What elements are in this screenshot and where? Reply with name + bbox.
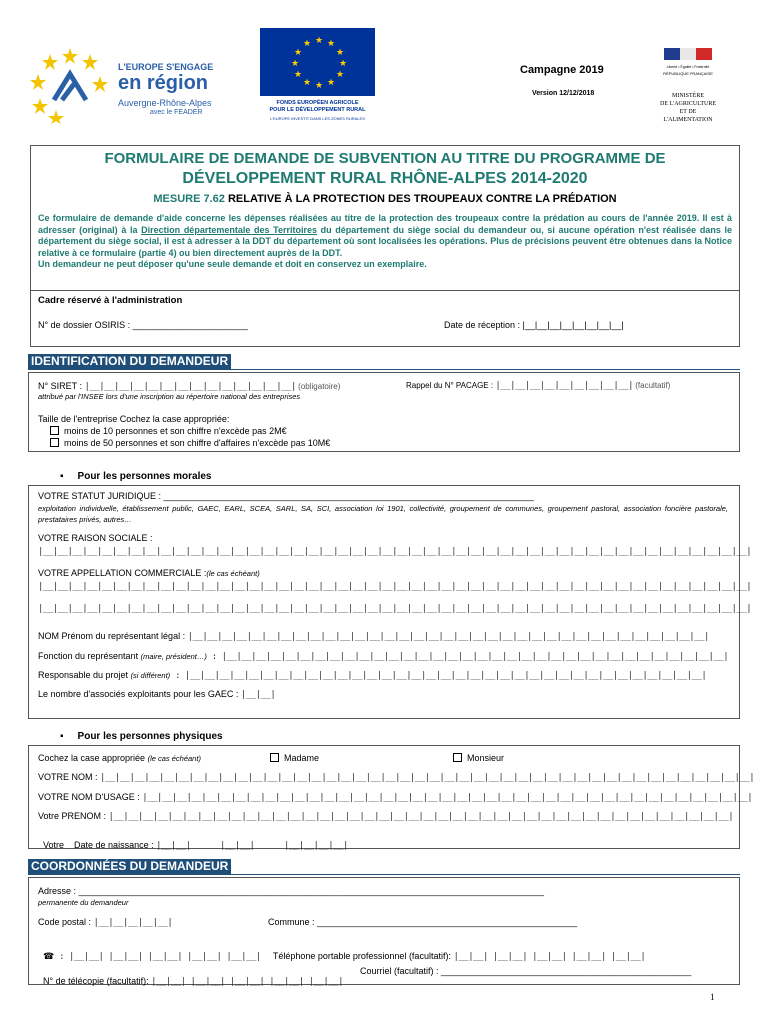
adresse-label: Adresse :	[38, 886, 79, 896]
pacage-label: Rappel du N° PACAGE :	[406, 381, 496, 390]
logo-line-3: Auvergne-Rhône-Alpes	[118, 98, 212, 108]
portable-input[interactable]: |__|__| |__|__| |__|__| |__|__| |__|__|	[453, 952, 646, 962]
admin-heading: Cadre réservé à l'administration	[38, 295, 183, 306]
usage-input[interactable]: |__|__|__|__|__|__|__|__|__|__|__|__|__|__|__|__|__|__|__|__|__|__|__|__|__|__|__|__|__|__|__|__|__|__|__|__|__|__|__|__|__|	[142, 793, 753, 803]
size-checkbox-1[interactable]	[50, 426, 59, 435]
svg-text:★: ★	[327, 39, 336, 49]
intro-ddt-link[interactable]: Direction départementale des Territoires	[141, 224, 317, 235]
nom-input[interactable]: |__|__|__|__|__|__|__|__|__|__|__|__|__|__|__|__|__|__|__|__|__|__|__|__|__|__|__|__|__|__|__|__|__|__|__|__|__|__|__|__|__|__|__|__|	[100, 773, 755, 783]
pacage-optional: (facultatif)	[633, 381, 671, 390]
eu-flag-icon	[260, 28, 375, 96]
adresse-note: permanente du demandeur	[38, 898, 129, 907]
ministry-line-4: L'ALIMENTATION	[663, 117, 713, 123]
page-number: 1	[710, 992, 715, 1002]
statut-row	[38, 491, 534, 501]
svg-text:★: ★	[315, 36, 324, 46]
monsieur-label: Monsieur	[467, 753, 505, 763]
svg-text:★: ★	[303, 39, 312, 49]
mesure-line	[30, 193, 740, 205]
fonction-label: Fonction du représentant	[38, 651, 141, 661]
title-line-2: DÉVELOPPEMENT RURAL RHÔNE-ALPES 2014-2020	[182, 170, 588, 187]
courriel-row	[360, 966, 691, 976]
raison-label: VOTRE RAISON SOCIALE :	[38, 533, 153, 543]
intro-text-2: du département du siège social du demandeur ou, si aucune opération n'est réalisée dans le département du siège social, il est à adresser à la DDT du département où sont localisées les opérations. Plus de précisions peuvent être obtenues dans la Notice relative à ce formulaire (partie 4) ou bien directement auprès de la DDT.	[38, 224, 733, 258]
madame-label: Madame	[284, 753, 320, 763]
civilite-row	[38, 753, 201, 763]
campaign-label: Campagne 2019	[520, 64, 604, 76]
svg-text:★: ★	[339, 59, 348, 69]
cp-label: Code postal :	[38, 917, 94, 927]
phone-icon: ☎	[43, 951, 55, 961]
adresse-row	[38, 886, 544, 896]
region-stars-icon	[30, 44, 110, 124]
nom-label: VOTRE NOM :	[38, 772, 101, 782]
flag-blue-icon	[664, 48, 680, 60]
pacage-input[interactable]: |__|__|__|__|__|__|__|__|__|	[495, 381, 634, 391]
morales-heading-text: Pour les personnes morales	[77, 471, 212, 482]
coordonnees-rule	[28, 874, 740, 875]
telephone-row	[38, 941, 261, 962]
cp-row	[38, 917, 172, 928]
gaec-label: Le nombre d'associés exploitants pour les GAEC :	[38, 689, 241, 699]
adresse-input[interactable]: _____________________________________________________________________________________________	[78, 886, 545, 896]
naissance-label: Votre Date de naissance :	[43, 840, 157, 850]
intro-text-3: Un demandeur ne peut déposer qu'une seule demande et doit en conservez un exemplaire.	[38, 259, 427, 269]
reception-date-field[interactable]: Date de réception : |__|__|__|__|__|__|__|__|	[444, 320, 624, 330]
monsieur-option[interactable]	[453, 753, 504, 763]
intro-text-1: Ce formulaire de demande d'aide concerne les dépenses réalisées au titre de la protection des troupeaux contre la prédation au cours de l'année 2019. Il est à adresser (original) à la	[38, 213, 732, 235]
responsable-label: Responsable du projet	[38, 670, 131, 680]
portable-label: Téléphone portable professionnel (facultatif):	[272, 951, 454, 961]
eu-caption-3: L'EUROPE INVESTIT DANS LES ZONES RURALES	[270, 116, 365, 121]
telephone-input[interactable]: : |__|__| |__|__| |__|__| |__|__| |__|__|	[54, 952, 261, 962]
eu-flag	[260, 28, 375, 128]
fax-input[interactable]: |__|__| |__|__| |__|__| |__|__| |__|__|	[151, 977, 343, 987]
identification-rule	[28, 369, 740, 370]
prenom-input[interactable]: |__|__|__|__|__|__|__|__|__|__|__|__|__|__|__|__|__|__|__|__|__|__|__|__|__|__|__|__|__|__|__|__|__|__|__|__|__|__|__|__|__|__|	[108, 812, 734, 822]
responsable-row	[38, 670, 706, 681]
physiques-heading-text: Pour les personnes physiques	[77, 731, 223, 742]
prenom-row	[38, 811, 733, 822]
raison-input[interactable]: |__|__|__|__|__|__|__|__|__|__|__|__|__|__|__|__|__|__|__|__|__|__|__|__|__|__|__|__|__|__|__|__|__|__|__|__|__|__|__|__|__|__|__|__|__|__|__|__|	[38, 547, 752, 557]
flag-white-icon	[680, 48, 696, 60]
svg-text:★: ★	[291, 59, 300, 69]
civilite-note: (le cas échéant)	[147, 754, 201, 763]
svg-text:★: ★	[294, 70, 303, 80]
intro-paragraph	[38, 213, 732, 271]
admin-divider	[30, 290, 740, 291]
bullet-icon: ▪	[60, 471, 64, 482]
gaec-input[interactable]: |__|__|	[240, 690, 276, 700]
courriel-label: Courriel (facultatif) :	[360, 966, 442, 976]
appellation-label: VOTRE APPELLATION COMMERCIALE :	[38, 568, 207, 578]
size-option-2-label: moins de 50 personnes et son chiffre d'affaires n'excède pas 10M€	[64, 438, 331, 448]
siret-row	[38, 381, 340, 392]
bullet-icon: ▪	[60, 731, 64, 742]
fax-label: N° de télécopie (facultatif):	[43, 976, 152, 986]
republic-name: RÉPUBLIQUE FRANÇAISE	[663, 71, 713, 76]
mesure-number: MESURE 7.62	[153, 193, 225, 205]
commune-input[interactable]: ____________________________________________________	[317, 917, 578, 927]
ministry-line-2: DE L'AGRICULTURE	[659, 101, 717, 107]
svg-text:★: ★	[336, 48, 345, 58]
region-logo	[30, 40, 235, 128]
responsable-note: (si différent)	[130, 671, 171, 680]
size-label: Taille de l'entreprise Cochez la case appropriée:	[38, 414, 230, 424]
fax-row	[38, 966, 343, 987]
appellation-row	[38, 568, 260, 578]
eu-caption-2: POUR LE DÉVELOPPEMENT RURAL	[269, 107, 366, 113]
logo-line-2: en région	[118, 72, 209, 94]
representant-row	[38, 631, 709, 642]
morales-heading	[60, 471, 212, 482]
fonction-row	[38, 651, 728, 662]
commune-label: Commune :	[268, 917, 318, 927]
fonction-note: (maire, président…)	[140, 652, 207, 661]
siret-mandatory: (obligatoire)	[295, 382, 341, 391]
ministry-logo	[652, 44, 724, 134]
appellation-note: (le cas échéant)	[206, 569, 260, 578]
siret-note: attribué par l'INSEE lors d'une inscription au répertoire national des entreprises	[38, 392, 301, 401]
osiris-field[interactable]: N° de dossier OSIRIS : _______________________	[38, 320, 248, 330]
representant-label: NOM Prénom du représentant légal :	[38, 631, 188, 641]
svg-text:★: ★	[327, 78, 336, 88]
madame-checkbox[interactable]	[270, 753, 279, 762]
size-option-1[interactable]	[50, 426, 287, 436]
svg-text:★: ★	[303, 78, 312, 88]
physiques-heading	[60, 731, 223, 742]
cp-input[interactable]: |__|__|__|__|__|	[93, 918, 173, 928]
ministry-line-3: ET DE	[679, 109, 697, 115]
ministry-name	[652, 92, 724, 124]
mesure-description: RELATIVE À LA PROTECTION DES TROUPEAUX CONTRE LA PRÉDATION	[224, 193, 617, 205]
title-line-1: FORMULAIRE DE DEMANDE DE SUBVENTION AU TITRE DU PROGRAMME DE	[104, 150, 666, 167]
monsieur-checkbox[interactable]	[453, 753, 462, 762]
nom-row	[38, 772, 754, 783]
courriel-input[interactable]: __________________________________________________	[441, 966, 692, 976]
republic-motto: Liberté • Égalité • Fraternité	[666, 65, 710, 69]
usage-label: VOTRE NOM D'USAGE :	[38, 792, 143, 802]
eu-caption-1: FONDS EUROPÉEN AGRICOLE	[276, 100, 359, 106]
svg-text:★: ★	[315, 81, 324, 91]
statut-input[interactable]: __________________________________________________________________________	[163, 491, 534, 501]
siret-input[interactable]: |__|__|__|__|__|__|__|__|__|__|__|__|__|__|	[84, 382, 296, 392]
svg-text:★: ★	[294, 48, 303, 58]
usage-row	[38, 792, 752, 803]
logo-line-1: L'EUROPE S'ENGAGE	[118, 62, 214, 72]
portable-row	[268, 941, 645, 962]
ministry-line-1: MINISTÈRE	[672, 93, 704, 99]
version-label: Version 12/12/2018	[532, 90, 595, 97]
fonction-input[interactable]: : |__|__|__|__|__|__|__|__|__|__|__|__|__|__|__|__|__|__|__|__|__|__|__|__|__|__|__|__|__|__|__|__|__|__|	[206, 652, 729, 662]
coordonnees-title: COORDONNÉES DU DEMANDEUR	[28, 859, 231, 874]
naissance-input[interactable]: |__|__| |__|__| |__|__|__|__|	[156, 841, 348, 851]
madame-option[interactable]	[270, 753, 319, 763]
commune-row	[268, 917, 577, 927]
civilite-label: Cochez la case appropriée	[38, 753, 148, 763]
pacage-row	[406, 381, 670, 391]
gaec-row	[38, 689, 275, 700]
statut-examples: exploitation individuelle, établissement public, GAEC, EARL, SCEA, SARL, SA, SCI, association loi 1901, collectivité, groupement de communes, groupement pastoral, association foncière pastorale, prestataires privés, autres…	[38, 504, 728, 524]
logo-line-4: avec le FEADER	[150, 109, 203, 116]
flag-red-icon	[696, 48, 712, 60]
naissance-row	[38, 830, 348, 851]
appellation-input-2[interactable]: |__|__|__|__|__|__|__|__|__|__|__|__|__|__|__|__|__|__|__|__|__|__|__|__|__|__|__|__|__|__|__|__|__|__|__|__|__|__|__|__|__|__|__|__|__|__|__|__|	[38, 604, 752, 614]
responsable-input[interactable]: : |__|__|__|__|__|__|__|__|__|__|__|__|__|__|__|__|__|__|__|__|__|__|__|__|__|__|__|__|__|__|__|__|__|__|__|	[170, 671, 707, 681]
svg-text:★: ★	[336, 70, 345, 80]
identification-title: IDENTIFICATION DU DEMANDEUR	[28, 354, 231, 369]
size-option-2[interactable]	[50, 438, 330, 448]
size-checkbox-2[interactable]	[50, 438, 59, 447]
appellation-input-1[interactable]: |__|__|__|__|__|__|__|__|__|__|__|__|__|__|__|__|__|__|__|__|__|__|__|__|__|__|__|__|__|__|__|__|__|__|__|__|__|__|__|__|__|__|__|__|__|__|__|__|	[38, 582, 752, 592]
statut-label: VOTRE STATUT JURIDIQUE :	[38, 491, 164, 501]
prenom-label: Votre PRENOM :	[38, 811, 109, 821]
size-option-1-label: moins de 10 personnes et son chiffre n'excède pas 2M€	[64, 426, 287, 436]
representant-input[interactable]: |__|__|__|__|__|__|__|__|__|__|__|__|__|__|__|__|__|__|__|__|__|__|__|__|__|__|__|__|__|__|__|__|__|__|__|	[187, 632, 709, 642]
siret-label: N° SIRET :	[38, 381, 85, 391]
